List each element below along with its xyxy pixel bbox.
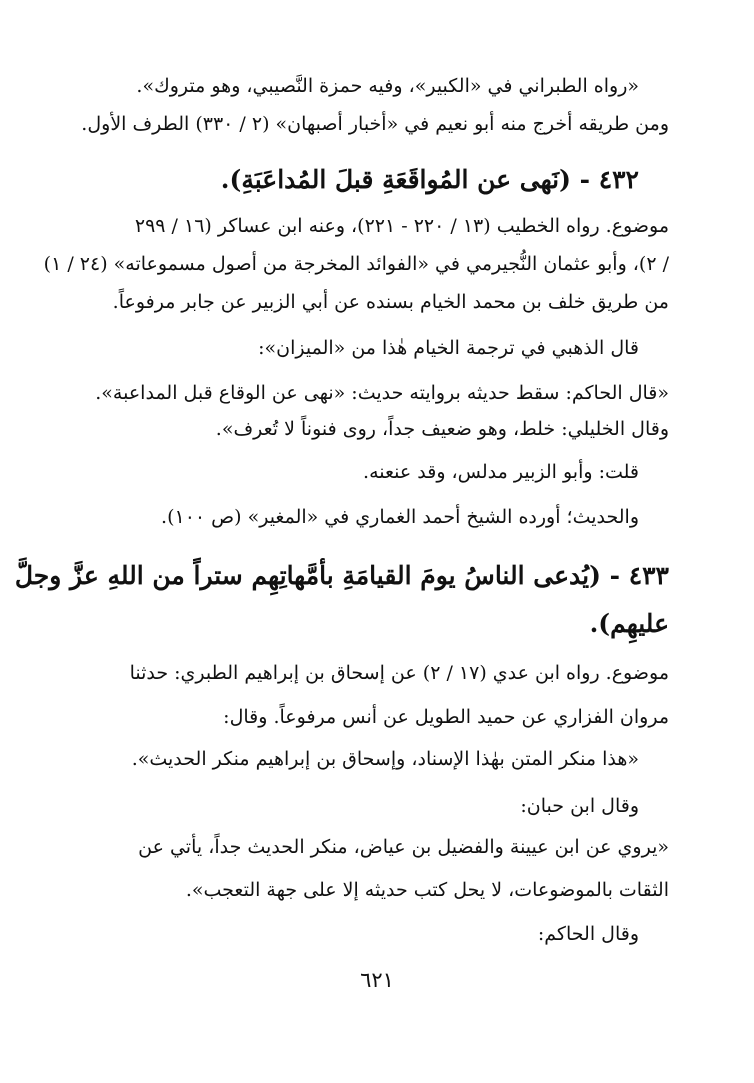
text-line: «يروي عن ابن عيينة والفضيل بن عياض، منكر الحديث جداً، يأتي عن xyxy=(138,836,669,858)
text-line: «قال الحاكم: سقط حديثه بروايته حديث: «نهى عن الوقاع قبل المداعبة». xyxy=(95,382,669,404)
text-line: قال الذهبي في ترجمة الخيام هٰذا من «الميزان»: xyxy=(258,337,639,359)
text-line: قلت: وأبو الزبير مدلس، وقد عنعنه. xyxy=(363,461,639,483)
text-line: «هذا منكر المتن بهٰذا الإسناد، وإسحاق بن إبراهيم منكر الحديث». xyxy=(131,748,639,770)
text-line: مروان الفزاري عن حميد الطويل عن أنس مرفوعاً. وقال: xyxy=(223,706,669,728)
text-line: وقال الحاكم: xyxy=(537,923,639,945)
text-line: موضوع. رواه ابن عدي (١٧ / ٢) عن إسحاق بن إبراهيم الطبري: حدثنا xyxy=(129,662,669,684)
text-line: موضوع. رواه الخطيب (١٣ / ٢٢٠ - ٢٢١)، وعنه ابن عساكر (١٦ / ٢٩٩ xyxy=(134,215,669,237)
text-line: / ٢)، وأبو عثمان النُّجيرمي في «الفوائد المخرجة من أصول مسموعاته» (٢٤ / ١) xyxy=(43,253,669,275)
text-line: من طريق خلف بن محمد الخيام بسنده عن أبي الزبير عن جابر مرفوعاً. xyxy=(112,291,669,313)
hadith-heading-cont: عليهِم). xyxy=(589,609,669,638)
text-line: وقال ابن حبان: xyxy=(520,795,639,817)
hadith-heading: ٤٣٣ - (يُدعى الناسُ يومَ القيامَةِ بأمَّهاتِهِم ستراً من اللهِ عزَّ وجلَّ xyxy=(14,561,669,590)
hadith-heading: ٤٣٢ - (نَهى عن المُواقَعَةِ قبلَ المُداعَبَةِ). xyxy=(220,165,639,194)
text-line: وقال الخليلي: خلط، وهو ضعيف جداً، روى فنوناً لا تُعرف». xyxy=(215,418,669,440)
text-line: ومن طريقه أخرج منه أبو نعيم في «أخبار أصبهان» (٢ / ٣٣٠) الطرف الأول. xyxy=(81,113,669,135)
text-line: الثقات بالموضوعات، لا يحل كتب حديثه إلا على جهة التعجب». xyxy=(185,879,669,901)
text-line: والحديث؛ أورده الشيخ أحمد الغماري في «المغير» (ص ١٠٠). xyxy=(161,506,639,528)
page-number: ٦٢١ xyxy=(360,968,394,992)
text-line: «رواه الطبراني في «الكبير»، وفيه حمزة النَّصيبي، وهو متروك». xyxy=(136,75,639,97)
